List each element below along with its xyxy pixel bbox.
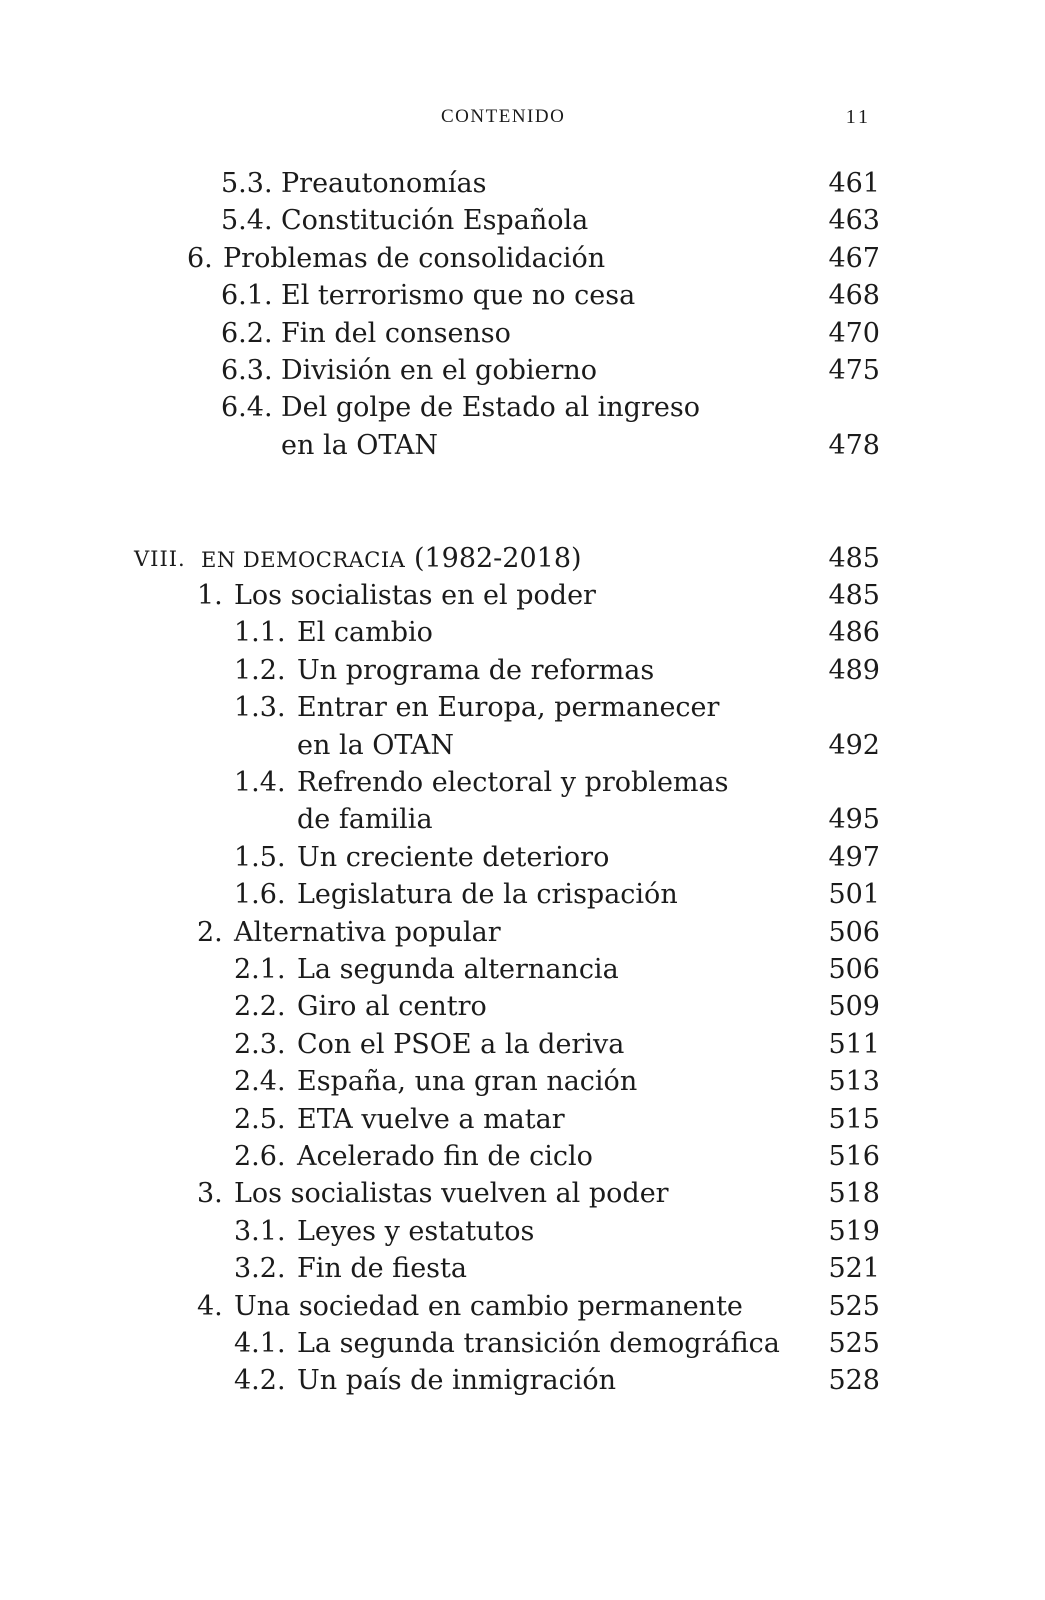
toc-entry-number: 6.4. (221, 392, 273, 424)
toc-entry[interactable] (0, 277, 1045, 315)
toc-entry-label: Alternativa popular (234, 916, 501, 948)
toc-entry-label: Los socialistas vuelven al poder (234, 1178, 669, 1210)
chapter-heading[interactable] (0, 540, 1045, 578)
toc-entry-label: España, una gran nación (297, 1066, 638, 1098)
toc-entry-number: 1. (197, 580, 223, 611)
toc-entry-page: 468 (828, 280, 880, 312)
toc-entry[interactable] (0, 1063, 1045, 1101)
toc-entry-label: Fin del consenso (281, 317, 511, 349)
toc-entry-number: 1.3. (234, 692, 286, 724)
toc-entry-number: 5.4. (221, 205, 273, 237)
toc-entry-page: 497 (828, 841, 880, 873)
toc-entry-number: 6.3. (221, 355, 273, 386)
toc-entry-label: Con el PSOE a la deriva (297, 1028, 625, 1060)
toc-entry-page: 525 (828, 1328, 880, 1359)
toc-entry-page: 475 (828, 355, 880, 386)
toc-entry-number: 3.1. (234, 1215, 286, 1247)
toc-entry-page: 470 (828, 317, 880, 349)
toc-entry[interactable] (0, 577, 1045, 615)
toc-entry[interactable] (0, 1288, 1045, 1326)
toc-entry[interactable] (0, 1175, 1045, 1213)
toc-entry-number: 4.2. (234, 1365, 286, 1397)
toc-entry-number: 2.6. (234, 1141, 286, 1172)
toc-entry[interactable] (0, 876, 1045, 914)
toc-entry-label: Acelerado fin de ciclo (297, 1141, 593, 1172)
toc-entry[interactable] (0, 165, 1045, 203)
toc-entry-continuation[interactable] (0, 727, 1045, 765)
toc-entry-page: 519 (828, 1215, 880, 1247)
chapter-title (201, 540, 582, 579)
toc-entry[interactable] (0, 1250, 1045, 1288)
toc-entry-page: 463 (828, 205, 880, 237)
toc-entry[interactable] (0, 652, 1045, 690)
toc-entry-number: 6. (187, 242, 213, 274)
toc-entry-label: Un creciente deterioro (297, 841, 610, 873)
toc-entry-number: 1.1. (234, 617, 286, 649)
toc-entry-number: 1.2. (234, 654, 286, 686)
toc-entry-label: Giro al centro (297, 991, 487, 1023)
toc-entry-label: Entrar en Europa, permanecer (297, 692, 720, 724)
toc-entry[interactable] (0, 839, 1045, 877)
toc-entry-number: 2.1. (234, 954, 286, 985)
toc-entry[interactable] (0, 1213, 1045, 1251)
toc-entry-number: 2.5. (234, 1103, 286, 1135)
toc-entry-page: 478 (828, 429, 880, 461)
toc-entry-number: 1.4. (234, 767, 286, 798)
toc-entry-page: 485 (828, 580, 880, 611)
toc-entry-continuation[interactable] (0, 801, 1045, 839)
toc-entry-label: Los socialistas en el poder (234, 580, 596, 611)
toc-entry-number: 1.6. (234, 879, 286, 911)
toc-entry-label: Refrendo electoral y problemas (297, 767, 729, 798)
toc-entry-page: 509 (828, 991, 880, 1023)
toc-entry[interactable] (0, 951, 1045, 989)
toc-entry[interactable] (0, 1325, 1045, 1363)
toc-entry-number: 2. (197, 916, 223, 948)
toc-entry[interactable] (0, 202, 1045, 240)
toc-entry-page: 518 (828, 1178, 880, 1210)
toc-entry-label: de familia (297, 804, 433, 836)
toc-entry-page: 516 (828, 1141, 880, 1172)
toc-entry-label: en la OTAN (281, 429, 439, 461)
toc-entry-number: 1.5. (234, 841, 286, 873)
toc-entry-label: Del golpe de Estado al ingreso (281, 392, 700, 424)
toc-entry-label: División en el gobierno (281, 355, 598, 386)
toc-entry-page: 525 (828, 1290, 880, 1322)
toc-entry[interactable] (0, 1362, 1045, 1400)
toc-entry-label: Preautonomías (281, 168, 487, 199)
toc-entry[interactable] (0, 689, 1045, 727)
toc-entry-number: 6.2. (221, 317, 273, 349)
toc-entry-label: Un país de inmigración (297, 1365, 616, 1397)
running-head (0, 102, 1045, 132)
toc-entry-number: 2.3. (234, 1028, 286, 1060)
chapter-number: VIII. (134, 547, 186, 571)
toc-entry-number: 2.4. (234, 1066, 286, 1098)
toc-entry-page: 521 (828, 1253, 880, 1285)
toc-entry-number: 2.2. (234, 991, 286, 1023)
toc-entry-page: 515 (828, 1103, 880, 1135)
toc-entry-label: Un programa de reformas (297, 654, 655, 686)
toc-entry[interactable] (0, 240, 1045, 278)
toc-entry-label: Problemas de consolidación (223, 242, 606, 274)
page-number: 11 (845, 106, 871, 128)
toc-entry-label: La segunda alternancia (297, 954, 619, 985)
toc-entry[interactable] (0, 1138, 1045, 1176)
toc-entry-number: 3. (197, 1178, 223, 1210)
toc-entry-number: 3.2. (234, 1253, 286, 1285)
toc-entry-page: 467 (828, 242, 880, 274)
toc-entry-number: 4. (197, 1290, 223, 1322)
chapter-title-smallcaps: EN DEMOCRACIA (201, 548, 406, 572)
toc-entry-page: 461 (828, 168, 880, 199)
toc-entry[interactable] (0, 614, 1045, 652)
toc-entry-page: 528 (828, 1365, 880, 1397)
toc-entry-page: 489 (828, 654, 880, 686)
toc-entry-number: 6.1. (221, 280, 273, 312)
toc-entry-label: El cambio (297, 617, 433, 649)
toc-entry-label: en la OTAN (297, 729, 455, 761)
toc-entry[interactable] (0, 914, 1045, 952)
toc-entry-page: 511 (828, 1028, 880, 1060)
toc-entry-page: 506 (828, 916, 880, 948)
chapter-title-dates: (1982-2018) (413, 543, 582, 574)
toc-entry-page: 506 (828, 954, 880, 985)
toc-entry-continuation[interactable] (0, 427, 1045, 465)
toc-entry-label: ETA vuelve a matar (297, 1103, 565, 1135)
toc-entry[interactable] (0, 764, 1045, 802)
toc-entry-page: 513 (828, 1066, 880, 1098)
toc-entry-page: 492 (828, 729, 880, 761)
toc-entry[interactable] (0, 1101, 1045, 1139)
toc-entry-label: La segunda transición demográfica (297, 1328, 780, 1359)
chapter-page: 485 (828, 543, 880, 574)
toc-entry-label: Una sociedad en cambio permanente (234, 1290, 743, 1322)
toc-entry-label: Legislatura de la crispación (297, 879, 678, 911)
toc-entry[interactable] (0, 389, 1045, 427)
toc-entry[interactable] (0, 352, 1045, 390)
toc-entry-label: El terrorismo que no cesa (281, 280, 636, 312)
toc-entry-number: 4.1. (234, 1328, 286, 1359)
toc-entry-page: 486 (828, 617, 880, 649)
toc-entry-number: 5.3. (221, 168, 273, 199)
toc-entry-label: Constitución Española (281, 205, 589, 237)
toc-entry[interactable] (0, 1026, 1045, 1064)
running-head-title: CONTENIDO (441, 106, 566, 127)
toc-entry[interactable] (0, 988, 1045, 1026)
toc-entry[interactable] (0, 315, 1045, 353)
toc-entry-label: Fin de fiesta (297, 1253, 467, 1285)
toc-entry-page: 495 (828, 804, 880, 836)
toc-entry-page: 501 (828, 879, 880, 911)
toc-entry-label: Leyes y estatutos (297, 1215, 535, 1247)
